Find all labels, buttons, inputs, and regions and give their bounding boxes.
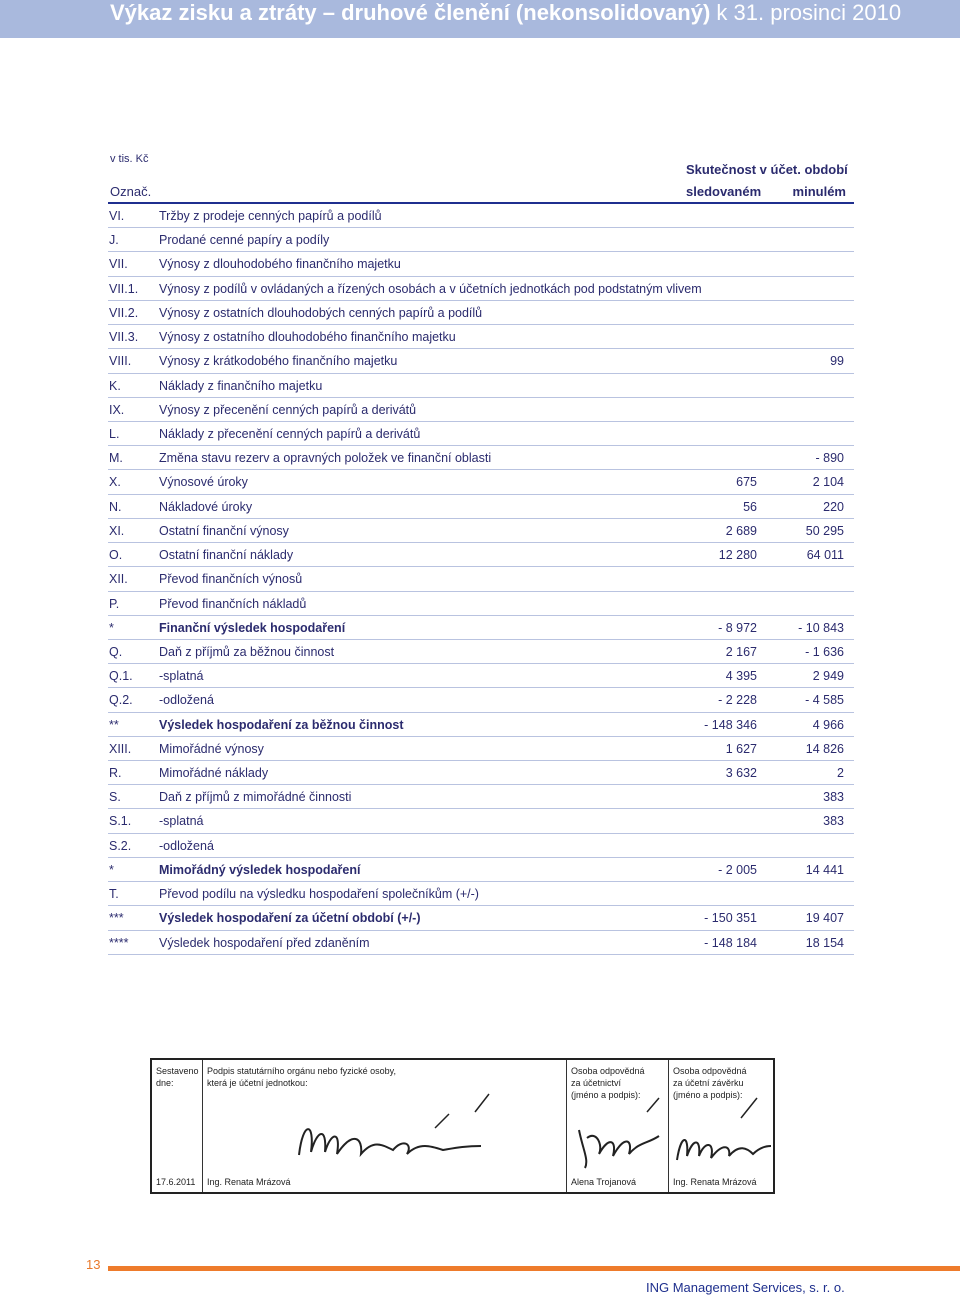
table-row (108, 688, 854, 712)
row-code: K. (109, 378, 121, 393)
row-value-previous: - 1 636 (805, 644, 844, 659)
row-value-current: 675 (736, 475, 757, 490)
row-label: Převod podílu na výsledku hospodaření společníkům (+/-) (159, 887, 479, 902)
statutory-label: Podpis statutárního orgánu nebo fyzické osoby, (207, 1066, 396, 1076)
row-value-previous: 4 966 (812, 717, 844, 732)
row-value-previous: - 890 (815, 451, 844, 466)
table-row (108, 349, 854, 373)
table-row (108, 204, 854, 228)
page-title (110, 0, 901, 25)
row-label: Prodané cenné papíry a podíly (159, 233, 330, 248)
row-code: ** (109, 717, 119, 732)
statutory-name: Ing. Renata Mrázová (207, 1177, 291, 1187)
column-header-current: sledovaném (686, 184, 762, 199)
row-code: XII. (109, 572, 128, 587)
table-row (108, 325, 854, 349)
row-code: VII.2. (109, 305, 139, 320)
table-row (108, 374, 854, 398)
row-code: R. (109, 766, 122, 781)
row-code: X. (109, 475, 121, 490)
row-value-current: - 148 184 (704, 935, 757, 950)
row-value-current: 2 689 (725, 523, 757, 538)
row-code: VII.1. (109, 281, 139, 296)
row-label: Výnosy z krátkodobého finančního majetku (159, 354, 398, 369)
table-row (108, 809, 854, 833)
signature-cell-date (152, 1060, 203, 1192)
row-code: P. (109, 596, 120, 611)
row-value-current: - 148 346 (704, 717, 757, 732)
row-code: IX. (109, 402, 125, 417)
row-code: *** (109, 911, 124, 926)
row-value-previous: - 10 843 (798, 620, 844, 635)
compiled-label-date: dne: (156, 1078, 174, 1088)
column-header-code: Označ. (110, 184, 152, 199)
page-header (0, 0, 960, 38)
table-row (108, 713, 854, 737)
table-row (108, 567, 854, 591)
row-value-previous: 50 295 (805, 523, 844, 538)
row-value-current: - 8 972 (718, 620, 757, 635)
table-row (108, 737, 854, 761)
table-row (108, 252, 854, 276)
row-label: Ostatní finanční náklady (159, 548, 294, 563)
signature-cell-accounting (567, 1060, 669, 1192)
row-value-current: - 150 351 (704, 911, 757, 926)
table-row (108, 301, 854, 325)
row-label: Výsledek hospodaření za běžnou činnost (159, 717, 404, 732)
table-row (108, 785, 854, 809)
row-label: Výnosy z dlouhodobého finančního majetku (159, 257, 401, 272)
table-row (108, 422, 854, 446)
row-code: VIII. (109, 354, 132, 369)
row-label: Finanční výsledek hospodaření (159, 620, 346, 635)
row-label: Výsledek hospodaření za účetní období (+/-) (159, 911, 421, 926)
row-label: Převod finančních výnosů (159, 572, 303, 587)
table-header-row (108, 182, 854, 204)
row-value-current: 56 (743, 499, 757, 514)
row-value-previous: 19 407 (805, 911, 844, 926)
column-header-previous: minulém (792, 184, 846, 199)
row-label: -odložená (159, 838, 214, 853)
signature-statutory-icon (203, 1060, 567, 1192)
row-label: Převod finančních nákladů (159, 596, 307, 611)
row-code: J. (109, 233, 119, 248)
page-number: 13 (86, 1257, 101, 1272)
row-code: XI. (109, 523, 125, 538)
row-code: XIII. (109, 741, 132, 756)
units-label: v tis. Kč (110, 153, 149, 165)
accounting-label: Osoba odpovědná (571, 1066, 645, 1076)
row-code: Q.2. (109, 693, 133, 708)
table-row (108, 858, 854, 882)
table-row (108, 470, 854, 494)
signature-box (150, 1058, 775, 1194)
row-code: * (109, 620, 114, 635)
row-code: N. (109, 499, 122, 514)
table-row (108, 882, 854, 906)
row-value-previous: - 4 585 (805, 693, 844, 708)
row-label: Daň z příjmů za běžnou činnost (159, 644, 335, 659)
table-row (108, 931, 854, 955)
row-code: VII. (109, 257, 128, 272)
row-value-previous: 383 (823, 790, 844, 805)
row-value-current: 1 627 (725, 741, 757, 756)
row-label: Ostatní finanční výnosy (159, 523, 289, 538)
row-value-current: - 2 228 (718, 693, 757, 708)
row-code: S.1. (109, 814, 132, 829)
table-row (108, 228, 854, 252)
table-row (108, 664, 854, 688)
statutory-label-2: která je účetní jednotkou: (207, 1078, 308, 1088)
accounting-label-2: za účetnictví (571, 1078, 622, 1088)
table-row (108, 592, 854, 616)
signature-cell-statutory (203, 1060, 567, 1192)
title-suffix: k 31. prosinci 2010 (716, 0, 902, 25)
row-label: -splatná (159, 669, 204, 684)
row-label: Tržby z prodeje cenných papírů a podílů (159, 209, 382, 223)
row-code: S. (109, 790, 121, 805)
table-row (108, 616, 854, 640)
row-label: Daň z příjmů z mimořádné činnosti (159, 790, 352, 805)
row-label: Náklady z přecenění cenných papírů a derivátů (159, 426, 421, 441)
row-value-previous: 220 (823, 499, 844, 514)
row-label: Mimořádné výnosy (159, 741, 264, 756)
row-code: * (109, 862, 114, 877)
row-value-previous: 2 (837, 766, 844, 781)
closing-label-3: (jméno a podpis): (673, 1090, 743, 1100)
row-code: S.2. (109, 838, 132, 853)
signature-closing-icon (669, 1060, 773, 1192)
row-value-previous: 2 949 (812, 669, 844, 684)
row-code: VI. (109, 209, 125, 223)
row-label: -splatná (159, 814, 204, 829)
compiled-label: Sestaveno (156, 1066, 199, 1076)
row-value-previous: 14 441 (805, 862, 844, 877)
footer-company: ING Management Services, s. r. o. (646, 1280, 845, 1295)
row-code: O. (109, 548, 123, 563)
table-row (108, 543, 854, 567)
closing-name: Ing. Renata Mrázová (673, 1177, 757, 1187)
table-row (108, 446, 854, 470)
table-row (108, 398, 854, 422)
row-value-current: 2 167 (725, 644, 757, 659)
row-label: Výnosové úroky (159, 475, 248, 490)
table-row (108, 277, 854, 301)
row-label: Mimořádný výsledek hospodaření (159, 862, 361, 877)
row-label: Výnosy z ostatního dlouhodobého finančního majetku (159, 330, 456, 345)
table-row (108, 495, 854, 519)
row-value-previous: 64 011 (806, 548, 844, 563)
row-label: Nákladové úroky (159, 499, 253, 514)
table-row (108, 519, 854, 543)
closing-label-2: za účetní závěrku (673, 1078, 744, 1088)
row-value-previous: 383 (823, 814, 844, 829)
row-label: -odložená (159, 693, 214, 708)
row-value-current: 4 395 (725, 669, 757, 684)
closing-label: Osoba odpovědná (673, 1066, 747, 1076)
row-label: Mimořádné náklady (159, 766, 269, 781)
row-value-previous: 99 (830, 354, 844, 369)
row-code: L. (109, 426, 120, 441)
signature-cell-closing (669, 1060, 773, 1192)
row-value-current: 3 632 (725, 766, 757, 781)
row-label: Výnosy z podílů v ovládaných a řízených osobách a v účetních jednotkách pod podstatným vlivem (159, 281, 702, 296)
row-code: Q. (109, 644, 123, 659)
row-label: Výnosy z přecenění cenných papírů a derivátů (159, 402, 417, 417)
footer-rule (108, 1266, 960, 1271)
income-statement-table (108, 204, 854, 955)
accounting-label-3: (jméno a podpis): (571, 1090, 641, 1100)
signature-date: 17.6.2011 (156, 1177, 196, 1187)
row-value-current: - 2 005 (718, 862, 757, 877)
column-group-header: Skutečnost v účet. období (686, 162, 848, 177)
row-value-previous: 2 104 (812, 475, 844, 490)
row-value-current: 12 280 (718, 548, 757, 563)
signature-accounting-icon (567, 1060, 669, 1192)
row-label: Výsledek hospodaření před zdaněním (159, 935, 370, 950)
row-code: T. (109, 887, 119, 902)
row-value-previous: 14 826 (805, 741, 844, 756)
row-value-previous: 18 154 (805, 935, 844, 950)
row-code: VII.3. (109, 330, 139, 345)
row-code: M. (109, 451, 123, 466)
table-row (108, 834, 854, 858)
row-label: Náklady z finančního majetku (159, 378, 323, 393)
table-row (108, 761, 854, 785)
table-row (108, 640, 854, 664)
row-code: Q.1. (109, 669, 133, 684)
title-main: Výkaz zisku a ztráty – druhové členění (nekonsolidovaný) (110, 0, 711, 25)
row-label: Výnosy z ostatních dlouhodobých cenných papírů a podílů (159, 305, 483, 320)
accounting-name: Alena Trojanová (571, 1177, 637, 1187)
row-label: Změna stavu rezerv a opravných položek ve finanční oblasti (159, 451, 492, 466)
table-row (108, 906, 854, 930)
row-code: **** (109, 935, 129, 950)
